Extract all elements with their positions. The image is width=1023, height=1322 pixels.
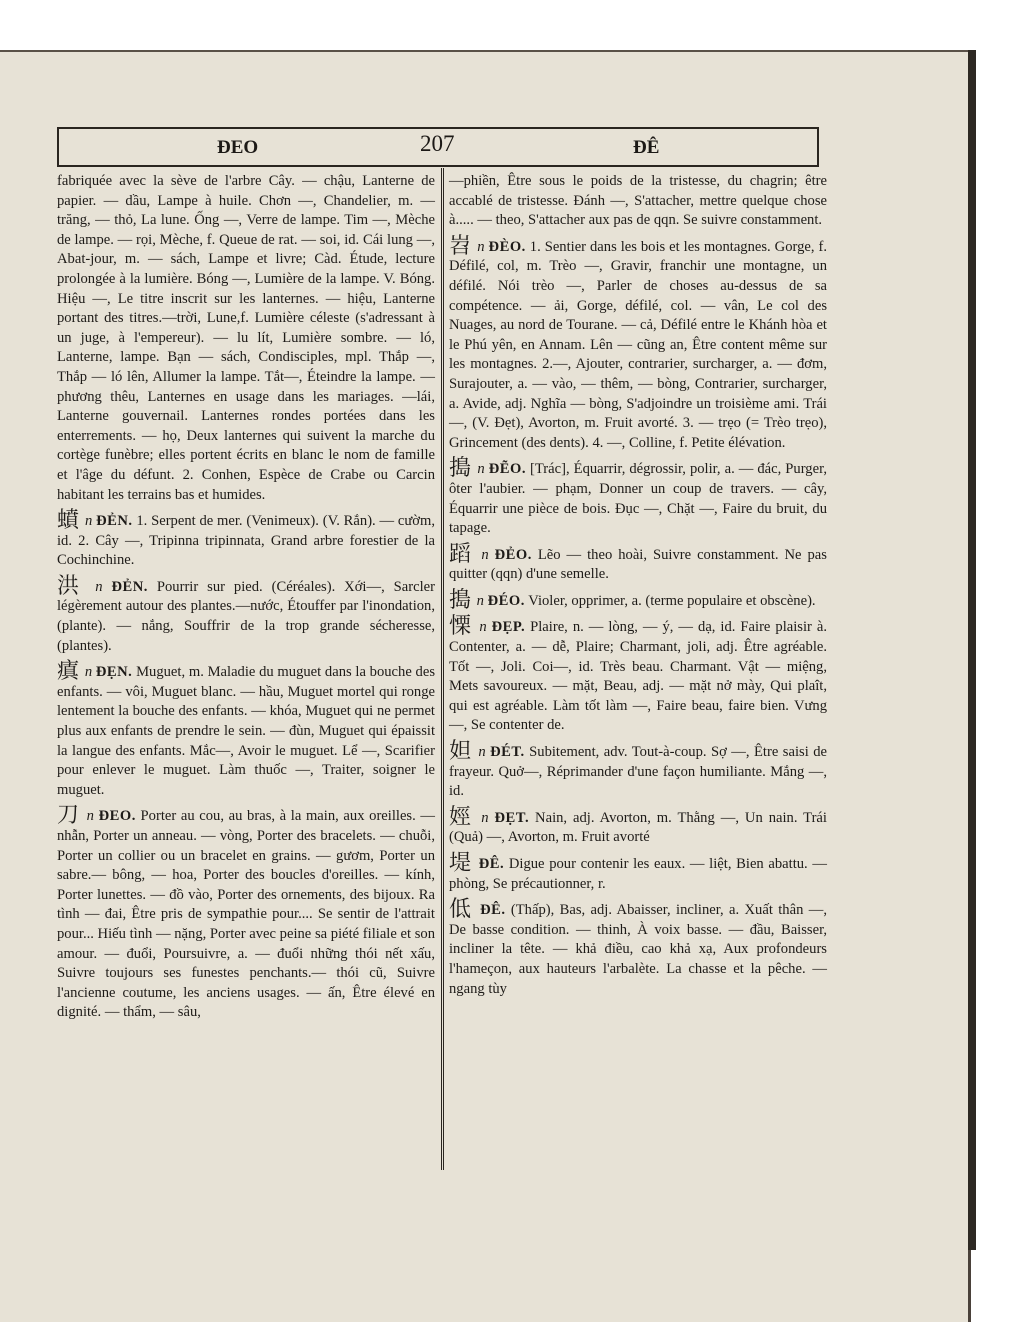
part-of-speech: n xyxy=(481,809,489,826)
part-of-speech: n xyxy=(477,461,485,478)
part-of-speech: n xyxy=(481,546,489,563)
headword-character: 岧 xyxy=(449,233,472,259)
headword: ĐẼO. xyxy=(488,461,527,478)
dictionary-entry xyxy=(57,172,435,505)
entry-text: Nain, adj. Avorton, m. Thằng —, Un nain. Trái (Quả) —, Avorton, m. Fruit avorté xyxy=(449,809,827,846)
headword-character: 蹈 xyxy=(449,541,474,567)
headword: ĐÈO. xyxy=(488,238,526,255)
dictionary-entry xyxy=(449,541,827,585)
headword-character: 搗 xyxy=(449,456,472,482)
headword-character: 低 xyxy=(449,897,473,923)
part-of-speech: n xyxy=(95,578,103,595)
part-of-speech: n xyxy=(84,664,93,681)
headword: ĐẺN. xyxy=(111,578,148,595)
headword-character: 搗 xyxy=(449,587,472,613)
headword: ĐẸP. xyxy=(491,619,526,636)
book-edge xyxy=(968,50,976,1250)
entry-text: Digue pour contenir les eaux. — liệt, Bien abattu. — phòng, Se précautionner, r. xyxy=(449,856,827,892)
page-number: 207 xyxy=(420,131,455,156)
headword-character: 堤 xyxy=(449,851,473,876)
headword: ĐẺO. xyxy=(494,546,532,563)
headword-character: 娙 xyxy=(449,804,474,830)
dictionary-entry xyxy=(449,614,827,736)
dictionary-entry xyxy=(57,573,435,656)
part-of-speech: n xyxy=(477,238,485,255)
entry-text: Muguet, m. Maladie du muguet dans la bouche des enfants. — vôi, Muguet blanc. — hầu, Muguet mortel qui ronge lentement la bouche des enfants. — khóa, Muguet qui ne permet plus aux enfants de prendre le sein. — đùn, Muguet qui épaissit la langue des enfants. Mắc—, Avoir le muguet. Lể —, Scarifier pour enlever le muguet. Làm thuốc —, Traiter, soigner le muguet. xyxy=(57,664,435,798)
part-of-speech: n xyxy=(479,619,487,636)
left-column xyxy=(57,172,435,1029)
entry-text: 1. Serpent de mer. (Venimeux). (V. Rắn). — cườm, id. 2. Cây —, Tripinna tripinnata, Grand arbre forestier de la Cochinchine. xyxy=(57,513,435,569)
headword: ĐẸT. xyxy=(494,809,530,826)
running-header xyxy=(57,127,819,167)
dictionary-entry xyxy=(449,172,827,231)
column-divider xyxy=(441,168,444,1170)
entry-text: Subitement, adv. Tout-à-coup. Sợ —, Être saisi de frayeur. Quở—, Réprimander d'une façon humiliante. Mắng —, id. xyxy=(449,744,827,800)
dictionary-entry xyxy=(449,456,827,538)
dictionary-entry xyxy=(57,803,435,1023)
headword: ĐEO. xyxy=(98,808,136,825)
entry-text: [Trác], Équarrir, dégrossir, polir, a. — đác, Purger, ôter l'aubier. — phạm, Donner un coup de travers. — cây, Équarrir une pièce de bois. Đục —, Chặt —, Faire du bruit, du tapage. xyxy=(449,461,827,537)
headword-character: 刀 xyxy=(57,803,80,829)
headword-character: 慄 xyxy=(449,614,473,640)
right-column xyxy=(449,172,827,1005)
headword-character: 瘨 xyxy=(57,659,80,685)
header-left-guideword: ĐEO xyxy=(217,137,259,158)
entry-text: Plaire, n. — lòng, — ý, — dạ, id. Faire plaisir à. Contenter, a. — dễ, Plaire; Charmant, joli, adj. Être agréable. Tốt —, Joli. Coi—, id. Très beau. Charmant. Vật — miệng, Mets savoureux. — mặt, Beau, adj. — mặt nở mày, Qui plaît, qui est agréable. Làm tốt làm —, Faire beau, faire bien. Vưng —, Se contenter de. xyxy=(449,619,827,734)
headword: ĐÉO. xyxy=(487,592,525,609)
background-top xyxy=(0,0,1023,55)
part-of-speech: n xyxy=(84,513,93,530)
entry-text: Porter au cou, au bras, à la main, aux oreilles. — nhẫn, Porter un anneau. — vòng, Porter des bracelets. — chuỗi, Porter un collier ou un bracelet en grains. — gươm, Porter un sabre.— bông, — hoa, Porter des boucles d'oreilles. — kính, Porter lunettes. — đồ vào, Porter des ornements, des bijoux. Ra tình — đai, Être pris de sympathie pour.... Se sentir de l'attrait pour... Hiếu tình — nặng, Porter avec peine sa piété filiale et son amour. — đuổi, Poursuivre, a. — đuổi những thói nết xấu, Suivre toujours ses funestes penchants.— thói cũ, Suivre l'ancienne coutume, les anciens usages. — ấn, Être élevé en dignité. — thẩm, — sâu, xyxy=(57,808,435,1021)
header-right-guideword: ĐÊ xyxy=(633,137,660,158)
headword-character: 妲 xyxy=(449,739,472,765)
entry-text: —phiền, Être sous le poids de la tristesse, du chagrin; être accablé de tristesse. Đánh —, S'attacher, mettre quelque chose à..... — theo, S'attacher aux pas de qqn. Se suivre constamment. xyxy=(449,173,827,229)
entry-text: Pourrir sur pied. (Céréales). Xới—, Sarcler légèrement autour des plantes.—nước, Étouffer par l'inondation, (plante). — nắng, Souffrir de la trop grande sécheresse, (plantes). xyxy=(57,578,435,654)
entry-text: 1. Sentier dans les bois et les montagnes. Gorge, f. Défilé, col, m. Trèo —, Gravir, franchir une montagne, un défilé. Nói trèo —, Parler de choses au-dessus de sa compétence. — ải, Gorge, défilé, col. — vân, Le col des Nuages, au nord de Tourane. — cả, Défilé entre le Khánh hòa et le Phú yên, en Annam. Lên — cũng an, Être content même sur les montagnes. 2.—, Ajouter, contrarier, surcharger, a. — đơm, Surajouter, a. — vào, — thêm, — bòng, Contrarier, surcharger, a. Avide, adj. Nghĩa — bòng, S'adjoindre un troisième ami. Trái —, (V. Đẹt), Avorton, m. Fruit avorté. 3. — trẹo (= Trèo trẹo), Grincement (des dents). 4. —, Colline, f. Petite élévation. xyxy=(449,238,827,451)
headword: ĐẺN. xyxy=(96,513,133,530)
dictionary-entry xyxy=(449,587,827,613)
headword: ĐÊ. xyxy=(478,856,505,872)
headword-character: 洪 xyxy=(57,573,85,599)
dictionary-entry xyxy=(57,659,435,800)
part-of-speech: n xyxy=(478,744,486,761)
headword: ĐÉT. xyxy=(490,744,525,761)
dictionary-entry xyxy=(449,804,827,848)
dictionary-entry xyxy=(449,739,827,802)
entry-text: Lẽo — theo hoài, Suivre constamment. Ne pas quitter (qqn) d'une semelle. xyxy=(449,546,827,583)
dictionary-entry xyxy=(449,851,827,894)
dictionary-entry xyxy=(449,897,827,999)
dictionary-entry xyxy=(57,508,435,571)
headword: ĐÊ. xyxy=(480,902,506,919)
part-of-speech: n xyxy=(476,592,484,609)
headword: ĐẸN. xyxy=(95,664,133,681)
entry-text: Violer, opprimer, a. (terme populaire et obscène). xyxy=(528,592,816,609)
part-of-speech: n xyxy=(86,808,94,825)
dictionary-entry xyxy=(449,233,827,454)
headword-character: 蟦 xyxy=(57,508,80,534)
entry-text: fabriquée avec la sève de l'arbre Cây. — chậu, Lanterne de papier. — dầu, Lampe à huile. Chơn —, Chandelier, m. — trăng, — thỏ, La lune. Ống —, Verre de lampe. Tim —, Mèche de lampe. — rọi, Mèche, f. Queue de rat. — soi, id. Cái lung —, Abat-jour, m. — sách, Lampe et livre; Càd. Étude, lecture prolongée à la lumière. Bóng —, Lumière de la lampe. V. Bóng. Hiệu —, Le titre inscrit sur les lanternes. — hiệu, Lanterne portant des titres.—trời, Lune,f. Lumière céleste (s'adressant à un juge, à l'empereur). — lu lít, Lumière sombre. — ló, Lanterne, lampe. Bạn — sách, Condisciples, mpl. Thắp —, Thắp — ló lên, Allumer la lampe. Tắt—, Éteindre la lampe. —phương thêu, Lanternes en usage dans les mariages. —lái, Lanterne gouvernail. Lanternes rondes portées dans les enterrements. — họ, Deux lanternes qui suivent la marche du cortège funèbre; elles portent écrits en blanc le nom de famille et l'âge du défunt. 2. Conhen, Espèce de Crabe ou Carcin habitant les terrains bas et humides. xyxy=(57,173,435,503)
entry-text: (Thấp), Bas, adj. Abaisser, incliner, a. Xuất thân —, De basse condition. — thinh, À voix basse. — đầu, Baisser, incliner la tête. — khả điều, cao khả xạ, Aux profondeurs l'hameçon, aux hauteurs l'arbalète. La chasse et la pêche. — ngang tùy xyxy=(449,902,827,997)
